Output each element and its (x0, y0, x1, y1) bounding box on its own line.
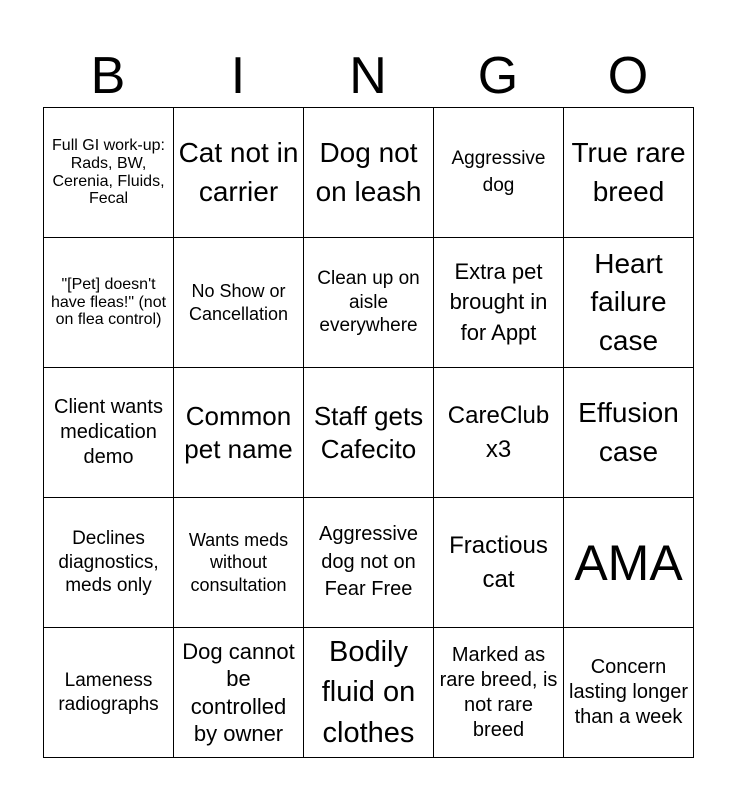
bingo-cell[interactable] (174, 108, 304, 238)
bingo-cell[interactable] (174, 628, 304, 758)
header-letter-b: B (90, 47, 126, 105)
bingo-cell[interactable] (434, 628, 564, 758)
cell-text: Full GI work-up: Rads, BW, Cerenia, Fluids, Fecal (52, 136, 165, 208)
board-row (44, 628, 694, 758)
cell-text: Wants meds without consultation (188, 529, 289, 595)
cell-text: Concern lasting longer than a week (569, 656, 688, 728)
bingo-board (43, 107, 694, 758)
bingo-cell[interactable] (434, 368, 564, 498)
cell-text: Aggressive dog not on Fear Free (319, 523, 418, 601)
bingo-cell[interactable] (564, 368, 694, 498)
bingo-cell[interactable] (434, 108, 564, 238)
board-row (44, 108, 694, 238)
cell-text: Declines diagnostics, meds only (58, 527, 159, 597)
bingo-cell[interactable] (44, 238, 174, 368)
cell-text: Extra pet brought in for Appt (449, 258, 548, 345)
cell-text: Bodily fluid on clothes (321, 636, 416, 749)
cell-text: Dog not on leash (315, 136, 422, 207)
cell-text: Dog cannot be controlled by owner (182, 638, 295, 746)
bingo-cell[interactable] (44, 628, 174, 758)
header-letter-g: G (477, 47, 519, 105)
header-letter-i: I (230, 47, 246, 105)
cell-text: True rare breed (571, 136, 686, 207)
cell-text: Aggressive dog (451, 148, 546, 196)
bingo-cell[interactable] (564, 498, 694, 628)
bingo-cell[interactable] (304, 238, 434, 368)
bingo-cell[interactable] (174, 498, 304, 628)
board-row (44, 498, 694, 628)
cell-text: Staff gets Cafecito (313, 401, 424, 464)
bingo-cell[interactable] (174, 238, 304, 368)
cell-text: CareClub x3 (447, 402, 550, 463)
bingo-cell[interactable] (434, 238, 564, 368)
cell-text: Client wants medication demo (54, 396, 163, 468)
bingo-header (43, 44, 693, 108)
bingo-cell[interactable] (434, 498, 564, 628)
board-row (44, 368, 694, 498)
header-letter-o: O (607, 47, 649, 105)
cell-text: Fractious cat (449, 532, 548, 593)
cell-text: Marked as rare breed, is not rare breed (439, 643, 558, 741)
cell-text: Clean up on aisle everywhere (317, 267, 420, 337)
bingo-cell[interactable] (44, 108, 174, 238)
bingo-cell[interactable] (564, 238, 694, 368)
cell-text: AMA (574, 534, 683, 591)
board-row (44, 238, 694, 368)
header-letter-n: N (349, 47, 387, 105)
cell-text: Common pet name (184, 401, 293, 464)
cell-text: Heart failure case (590, 247, 667, 356)
bingo-cell[interactable] (304, 498, 434, 628)
bingo-cell[interactable] (564, 628, 694, 758)
bingo-cell[interactable] (44, 498, 174, 628)
cell-text: Lameness radiographs (58, 669, 159, 715)
bingo-cell[interactable] (564, 108, 694, 238)
cell-text: Cat not in carrier (178, 136, 299, 207)
cell-text: No Show or Cancellation (188, 281, 289, 324)
bingo-cell[interactable] (174, 368, 304, 498)
bingo-cell[interactable] (44, 368, 174, 498)
cell-text: Effusion case (578, 396, 679, 467)
bingo-cell[interactable] (304, 628, 434, 758)
bingo-cell[interactable] (304, 108, 434, 238)
cell-text: "[Pet] doesn't have fleas!" (not on flea control) (50, 275, 167, 329)
bingo-cell[interactable] (304, 368, 434, 498)
